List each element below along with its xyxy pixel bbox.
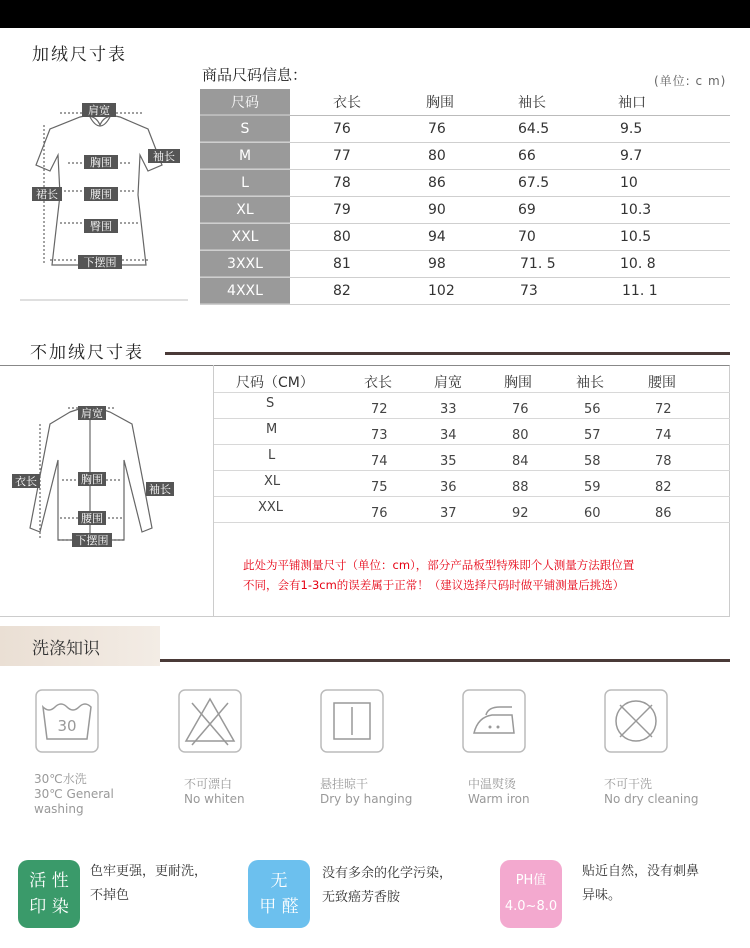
table1-cell: 102 <box>428 283 455 299</box>
table1-size-cell: XL <box>200 197 290 223</box>
table2-cell: 75 <box>371 480 388 495</box>
table1-header-cell: 胸围 <box>426 95 454 111</box>
table1-cell: 69 <box>518 202 536 218</box>
table1-header-cell: 衣长 <box>333 95 361 111</box>
no-dry-clean-icon <box>604 689 668 753</box>
table1-cell: 9.5 <box>620 121 643 137</box>
table2-cell: 82 <box>655 480 672 495</box>
table1-cell: 10. 8 <box>620 256 656 272</box>
table1-cell: 10.3 <box>620 202 652 218</box>
shirt-label-sleeve: 袖长 <box>149 483 171 496</box>
dress-label-chest: 胸围 <box>90 156 112 169</box>
table2-header-cell: 衣长 <box>364 375 392 391</box>
table1-row <box>200 170 730 197</box>
table1-header-row <box>200 89 730 116</box>
table2-cell: 76 <box>371 506 388 521</box>
shirt-diagram <box>10 400 180 552</box>
table1-cell: 76 <box>428 121 446 137</box>
table1-cell: 64.5 <box>518 121 550 137</box>
dress-label-hip: 臀围 <box>90 220 112 233</box>
table2-row <box>214 497 730 523</box>
table2-cell: 60 <box>584 506 601 521</box>
table2-cell: 84 <box>512 454 529 469</box>
dress-label-length: 裙长 <box>36 188 58 201</box>
table1-size-cell: S <box>200 116 290 142</box>
dress-label-sleeve: 袖长 <box>153 150 175 163</box>
table2-cell: 73 <box>371 428 388 443</box>
table2-header-cell: 肩宽 <box>434 375 462 391</box>
badge-formaldehyde-free-text: 没有多余的化学污染， 无致癌芳香胺 <box>322 866 453 905</box>
table1-size-cell: L <box>200 170 290 196</box>
table2-cell: M <box>266 422 278 437</box>
size-table-plain <box>214 367 730 523</box>
table1-cell: 82 <box>333 283 351 299</box>
table2-header-cell: 腰围 <box>648 375 676 391</box>
table1-size-cell: 4XXL <box>200 278 290 304</box>
table2-cell: 37 <box>440 506 457 521</box>
table1-cell: 71. 5 <box>520 256 556 272</box>
table2-cell: 88 <box>512 480 529 495</box>
table1-cell: 81 <box>333 256 351 272</box>
table2-cell: S <box>266 396 275 411</box>
section2-title: 不加绒尺寸表 <box>30 343 144 363</box>
table1-cell: 78 <box>333 175 351 191</box>
table2-cell: 36 <box>440 480 457 495</box>
dress-diagram <box>20 95 190 305</box>
table2-cell: 74 <box>371 454 388 469</box>
table1-cell: 79 <box>333 202 351 218</box>
table1-row <box>200 116 730 143</box>
dress-label-waist: 腰围 <box>90 188 112 201</box>
table1-cell: 90 <box>428 202 446 218</box>
table2-cell: 72 <box>655 402 672 417</box>
table2-cell: XXL <box>258 500 284 515</box>
table1-row <box>200 278 730 305</box>
table1-unit: (单位: c m) <box>654 74 727 88</box>
table2-row <box>214 471 730 497</box>
table2-header-row <box>214 367 730 393</box>
wash-30-label: 30℃水洗 30℃ General washing <box>34 772 114 816</box>
size-table-fleece <box>200 89 730 305</box>
table1-header-cell: 袖长 <box>518 95 546 111</box>
table2-cell: XL <box>264 474 281 489</box>
table1-size-cell: XXL <box>200 224 290 250</box>
measurement-note-line2: 不同，会有1-3cm的误差属于正常！（建议选择尺码时做平铺测量后挑选） <box>243 578 625 592</box>
no-dry-clean-label: 不可干洗 No dry cleaning <box>604 777 699 806</box>
table2-row <box>214 419 730 445</box>
measurement-note <box>243 555 723 595</box>
table1-header-cell: 袖口 <box>618 95 646 111</box>
table1-caption: 商品尺码信息： <box>202 66 308 84</box>
table1-row <box>200 224 730 251</box>
table1-row <box>200 251 730 278</box>
table2-cell: 78 <box>655 454 672 469</box>
badge-reactive-dye: 活 性 印 染 <box>18 860 80 928</box>
table1-size-cell: M <box>200 143 290 169</box>
table1-cell: 98 <box>428 256 446 272</box>
table2-cell: 80 <box>512 428 529 443</box>
shirt-label-hem: 下摆围 <box>75 534 109 547</box>
table2-cell: 57 <box>584 428 601 443</box>
table2-header-cell: 胸围 <box>504 375 532 391</box>
table2-header-cell: 尺码（CM） <box>236 375 314 391</box>
table1-cell: 10 <box>620 175 638 191</box>
section2-divider <box>165 352 730 355</box>
table2-cell: 86 <box>655 506 672 521</box>
warm-iron-icon <box>462 689 526 753</box>
table2-cell: 35 <box>440 454 457 469</box>
table1-cell: 73 <box>520 283 538 299</box>
table1-cell: 94 <box>428 229 446 245</box>
table1-cell: 70 <box>518 229 536 245</box>
table1-cell: 77 <box>333 148 351 164</box>
table2-cell: 58 <box>584 454 601 469</box>
badge-ph-value-text: 贴近自然，没有刺鼻 异味。 <box>582 864 700 903</box>
no-bleach-icon <box>178 689 242 753</box>
dress-label-shoulder: 肩宽 <box>88 104 110 117</box>
table2-cell: 34 <box>440 428 457 443</box>
measurement-note-line1: 此处为平铺测量尺寸（单位：cm），部分产品板型特殊即个人测量方法跟位置 <box>243 558 635 572</box>
hang-dry-label: 悬挂晾干 Dry by hanging <box>320 777 413 806</box>
section1-title: 加绒尺寸表 <box>32 45 127 65</box>
washing-divider <box>160 659 730 662</box>
table1-cell: 9.7 <box>620 148 643 164</box>
shirt-label-length: 衣长 <box>15 475 37 488</box>
dress-label-hem: 下摆围 <box>83 256 117 269</box>
table2-cell: 59 <box>584 480 601 495</box>
shirt-label-chest: 胸围 <box>81 473 103 486</box>
no-bleach-label: 不可漂白 No whiten <box>184 777 245 806</box>
hang-dry-icon <box>320 689 384 753</box>
top-black-bar <box>0 0 750 28</box>
washing-title: 洗涤知识 <box>32 639 100 659</box>
table1-cell: 10.5 <box>620 229 652 245</box>
svg-text:30: 30 <box>57 717 77 735</box>
table1-cell: 86 <box>428 175 446 191</box>
table1-cell: 67.5 <box>518 175 550 191</box>
table2-cell: 33 <box>440 402 457 417</box>
table2-row <box>214 393 730 419</box>
table2-cell: L <box>268 448 276 463</box>
badge-ph-value: PH值 4.0~8.0 <box>500 860 562 928</box>
shirt-label-waist: 腰围 <box>81 512 103 525</box>
table2-cell: 56 <box>584 402 601 417</box>
table1-row <box>200 143 730 170</box>
warm-iron-label: 中温熨烫 Warm iron <box>468 777 530 806</box>
table2-row <box>214 445 730 471</box>
table1-cell: 76 <box>333 121 351 137</box>
table1-size-cell: 3XXL <box>200 251 290 277</box>
table2-header-cell: 袖长 <box>576 375 604 391</box>
table1-cell: 80 <box>428 148 446 164</box>
table1-row <box>200 197 730 224</box>
table2-cell: 74 <box>655 428 672 443</box>
table1-cell: 66 <box>518 148 536 164</box>
wash-30-icon <box>35 689 99 753</box>
table2-cell: 72 <box>371 402 388 417</box>
table2-cell: 92 <box>512 506 529 521</box>
table1-header-size: 尺码 <box>200 89 290 115</box>
shirt-label-shoulder: 肩宽 <box>81 407 103 420</box>
table2-cell: 76 <box>512 402 529 417</box>
table1-cell: 80 <box>333 229 351 245</box>
badge-formaldehyde-free: 无 甲 醛 <box>248 860 310 928</box>
table1-cell: 11. 1 <box>622 283 658 299</box>
badge-reactive-dye-text: 色牢更强，更耐洗， 不掉色 <box>90 864 208 903</box>
